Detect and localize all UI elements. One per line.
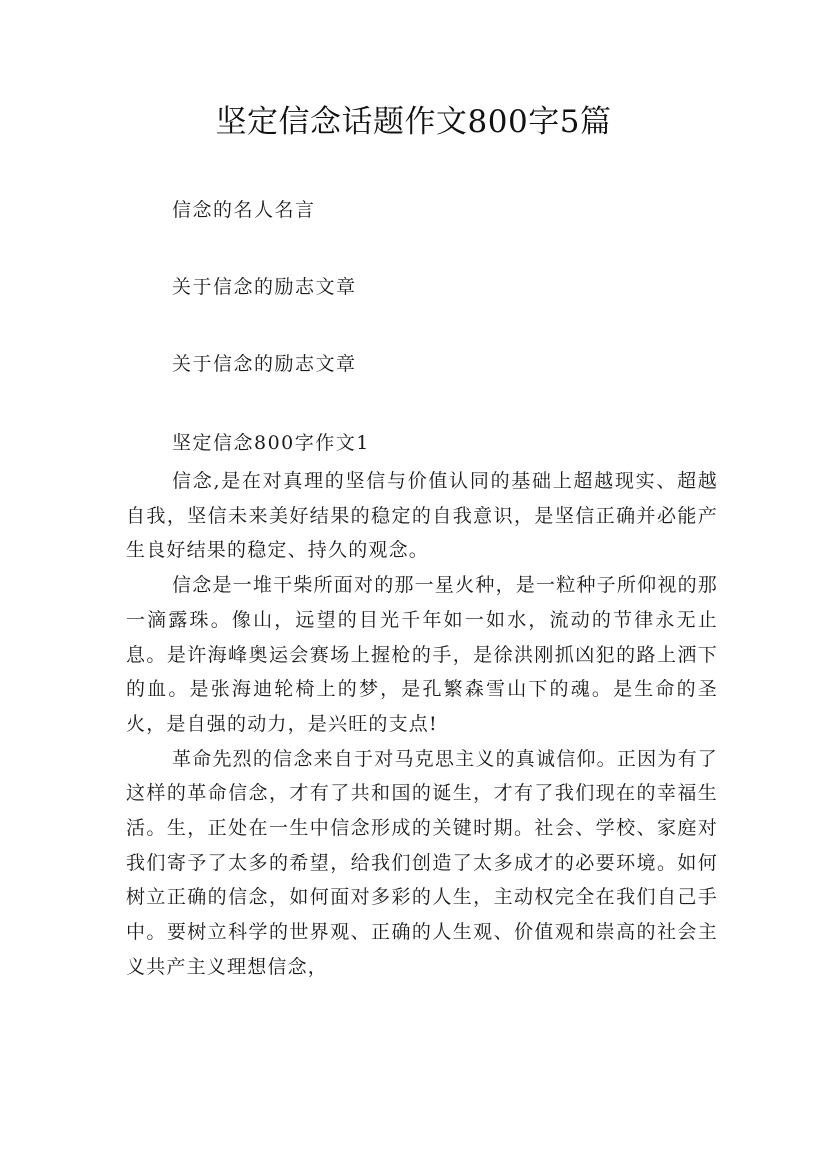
paragraph: 革命先烈的信念来自于对马克思主义的真诚信仰。正因为有了这样的革命信念，才有了共和国的诞生，才有了我们现在的幸福生活。生，正处在一生中信念形成的关键时期。社会、学校、家庭对我们寄予了太多的希望，给我们创造了太多成才的必要环境。如何树立正确的信念，如何面对多彩的人生，主动权完全在我们自己手中。要树立科学的世界观、正确的人生观、价值观和崇高的社会主义共产主义理想信念， [126, 747, 718, 978]
paragraph: 信念,是在对真理的坚信与价值认同的基础上超越现实、超越自我，坚信未来美好结果的稳定的自我意识，是坚信正确并必能产生良好结果的稳定、持久的观念。 [126, 470, 718, 562]
document-title: 坚定信念话题作文800字5篇 [215, 104, 612, 140]
heading-inspirational-article: 关于信念的励志文章 [172, 276, 357, 298]
heading-inspirational-article-repeat: 关于信念的励志文章 [172, 353, 357, 375]
heading-essay-1: 坚定信念800字作文1 [172, 432, 370, 454]
heading-famous-quotes: 信念的名人名言 [172, 199, 316, 221]
paragraph: 信念是一堆干柴所面对的那一星火种，是一粒种子所仰视的那一滴露珠。像山，远望的目光千年如一如水，流动的节律永无止息。是许海峰奥运会赛场上握枪的手，是徐洪刚抓凶犯的路上洒下的血。是张海迪轮椅上的梦，是孔繁森雪山下的魂。是生命的圣火，是自强的动力，是兴旺的支点! [126, 574, 718, 735]
essay-body [126, 464, 718, 985]
